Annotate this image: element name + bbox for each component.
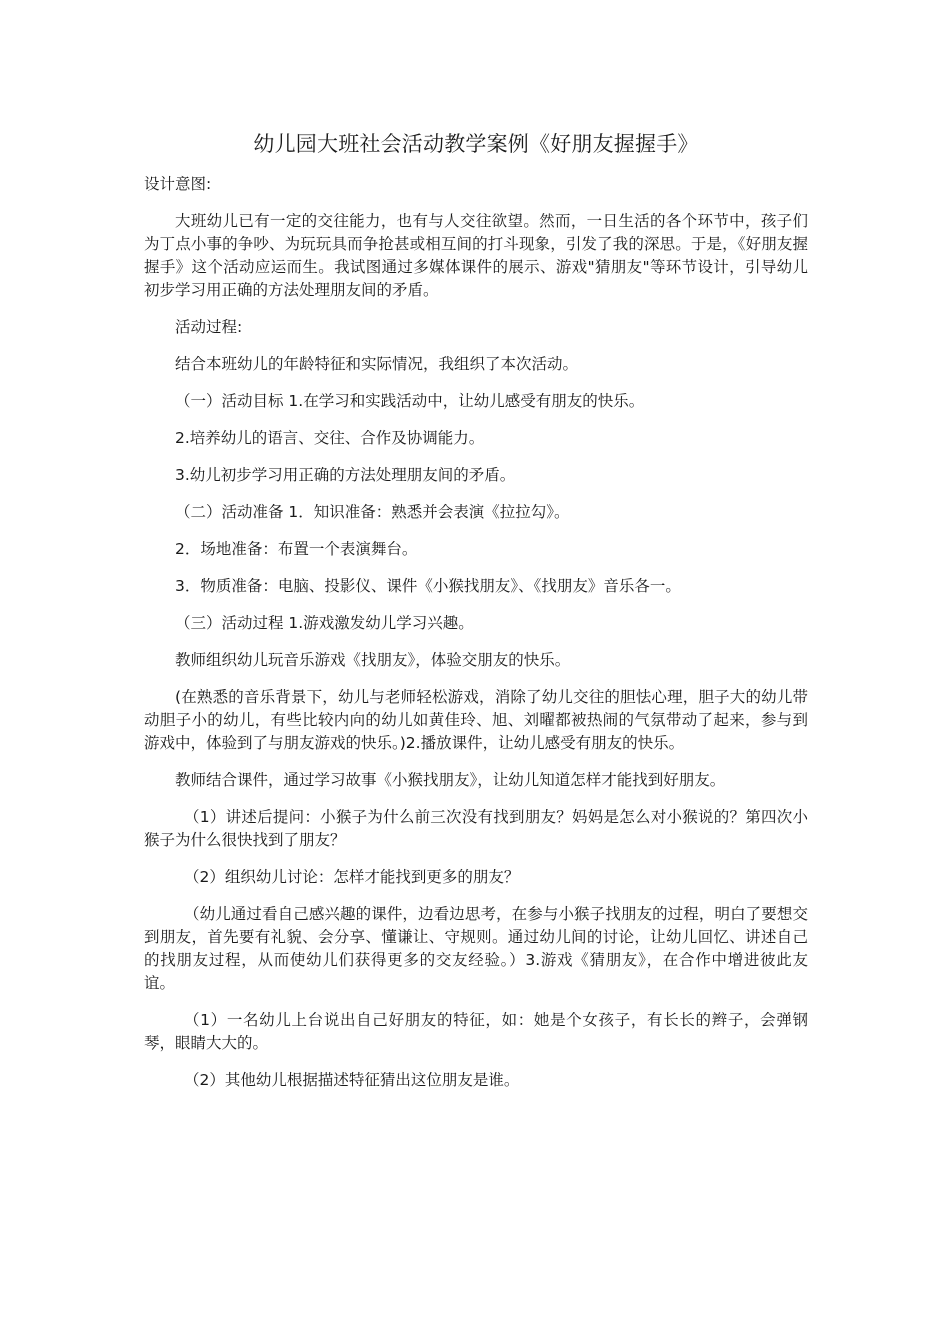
section-heading-activity-process: 活动过程:	[175, 318, 243, 336]
paragraph: 结合本班幼儿的年龄特征和实际情况，我组织了本次活动。	[175, 355, 579, 373]
section-heading-design-intent: 设计意图:	[144, 175, 212, 193]
paragraph: （二）活动准备 1．知识准备：熟悉并会表演《拉拉勾》。	[175, 503, 570, 521]
paragraph: 教师组织幼儿玩音乐游戏《找朋友》，体验交朋友的快乐。	[175, 651, 571, 669]
paragraph: （1）一名幼儿上台说出自己好朋友的特征，如：她是个女孩子，有长长的辫子，会弹钢琴，眼睛大大的。	[144, 1011, 808, 1052]
paragraph: （三）活动过程 1.游戏激发幼儿学习兴趣。	[175, 614, 474, 632]
paragraph: （2）其他幼儿根据描述特征猜出这位朋友是谁。	[184, 1071, 520, 1089]
paragraph: 2.培养幼儿的语言、交往、合作及协调能力。	[175, 429, 485, 447]
paragraph: 大班幼儿已有一定的交往能力，也有与人交往欲望。然而，一日生活的各个环节中，孩子们为丁点小事的争吵、为玩玩具而争抢甚或相互间的打斗现象，引发了我的深思。于是，《好朋友握握手》这个活动应运而生。我试图通过多媒体课件的展示、游戏"猜朋友"等环节设计，引导幼儿初步学习用正确的方法处理朋友间的矛盾。	[144, 212, 808, 299]
paragraph: （一）活动目标 1.在学习和实践活动中，让幼儿感受有朋友的快乐。	[175, 392, 645, 410]
paragraph: 教师结合课件，通过学习故事《小猴找朋友》，让幼儿知道怎样才能找到好朋友。	[175, 771, 726, 789]
document-body	[144, 128, 808, 1106]
paragraph: （1）讲述后提问：小猴子为什么前三次没有找到朋友？妈妈是怎么对小猴说的？第四次小猴子为什么很快找到了朋友？	[144, 808, 808, 849]
paragraph: 3．物质准备：电脑、投影仪、课件《小猴找朋友》、《找朋友》音乐各一。	[175, 577, 681, 595]
document-title: 幼儿园大班社会活动教学案例《好朋友握握手》	[253, 132, 699, 156]
paragraph: 3.幼儿初步学习用正确的方法处理朋友间的矛盾。	[175, 466, 516, 484]
paragraph: 2．场地准备：布置一个表演舞台。	[175, 540, 418, 558]
paragraph: (在熟悉的音乐背景下，幼儿与老师轻松游戏，消除了幼儿交往的胆怯心理，胆子大的幼儿带动胆子小的幼儿，有些比较内向的幼儿如黄佳玲、旭、刘曜都被热闹的气氛带动了起来，参与到游戏中，体验到了与朋友游戏的快乐。)2.播放课件，让幼儿感受有朋友的快乐。	[144, 688, 808, 752]
paragraph: （幼儿通过看自己感兴趣的课件，边看边思考，在参与小猴子找朋友的过程，明白了要想交到朋友，首先要有礼貌、会分享、懂谦让、守规则。通过幼儿间的讨论，让幼儿回忆、讲述自己的找朋友过程，从而使幼儿们获得更多的交友经验。）3.游戏《猜朋友》，在合作中增进彼此友谊。	[144, 905, 808, 992]
paragraph: （2）组织幼儿讨论：怎样才能找到更多的朋友？	[184, 868, 520, 886]
